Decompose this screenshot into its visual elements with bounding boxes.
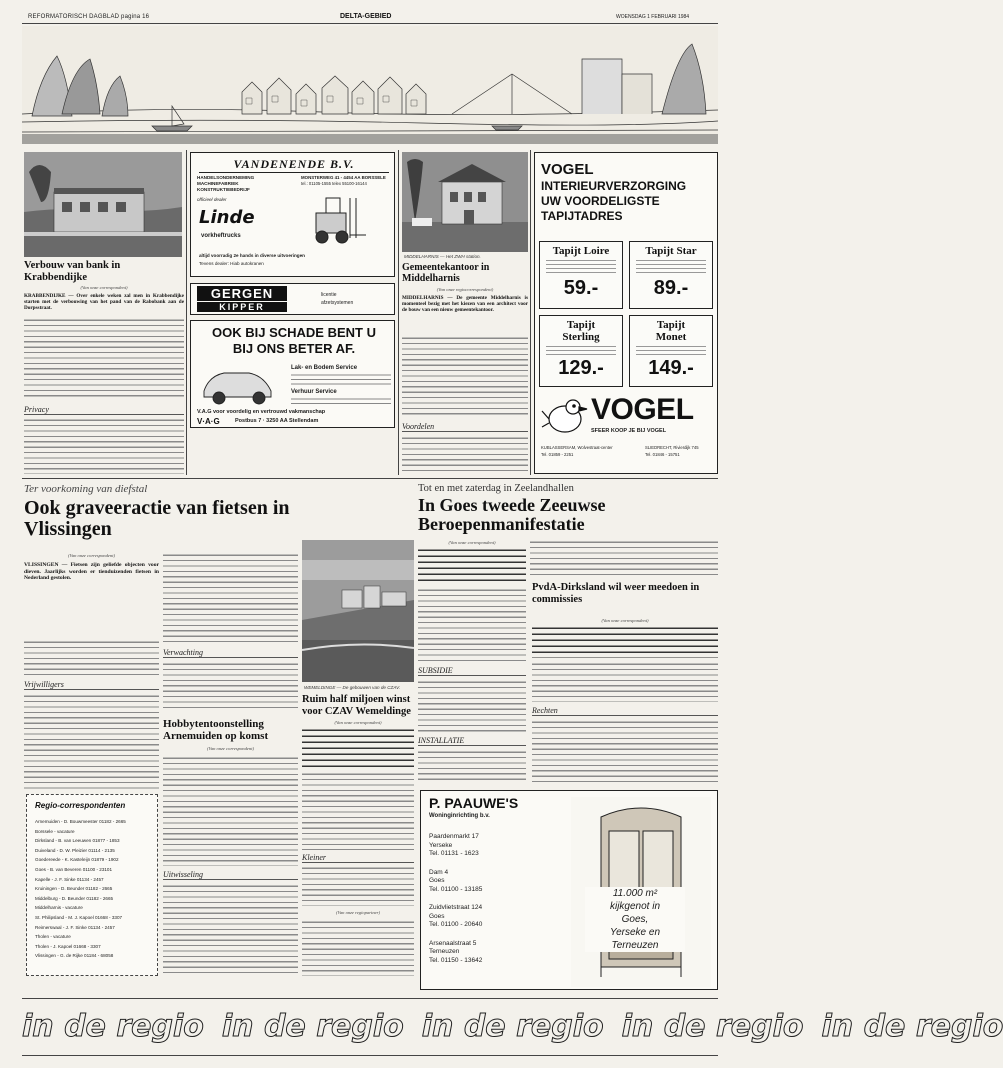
article-body <box>24 640 159 676</box>
vandenende-ad[interactable] <box>190 152 395 277</box>
article-body <box>163 884 298 976</box>
vogel-headline: UW VOORDELIGSTE <box>541 194 660 208</box>
article-body <box>418 750 526 784</box>
vandenende-line: HANDELSONDERNEMING <box>197 175 255 180</box>
regio-entry: Kruiningen - D. Beunder 01182 - 2665 <box>35 886 113 892</box>
article-body <box>402 436 528 474</box>
banner-text: in de regio <box>22 1009 204 1044</box>
regio-entry: Tholen - vacature <box>35 934 71 940</box>
regio-entry: Reimerswaal - J. F. Sinke 01134 - 2457 <box>35 924 115 930</box>
promo-line: 11.000 m² <box>612 888 658 899</box>
promo-line: Terneuzen <box>611 940 659 951</box>
vandenende-address: MONSTERWEG 41 - 4454 AA BORSSELE <box>301 175 386 180</box>
regio-entry: Tholen - J. Kapoel 01668 - 3307 <box>35 943 101 949</box>
article-subhead: INSTALLATIE <box>418 736 526 746</box>
photo-caption: MIDDELHARNIS — Het ZWH station. <box>404 254 481 259</box>
paauwe-ad[interactable] <box>420 790 718 990</box>
vag-service: Lak- en Bodem Service <box>291 365 358 371</box>
article-byline: (Van onze correspondent) <box>601 618 649 623</box>
vag-headline: BIJ ONS BETER AF. <box>232 341 356 356</box>
store-city: Terneuzen <box>429 948 460 955</box>
linde-logo: Linde <box>199 207 255 228</box>
vag-tag: V.A.G voor voordelig en vertrouwd vakmanschap <box>197 409 326 415</box>
forklift-icon <box>306 193 368 248</box>
banner-text: in de regio <box>821 1009 1003 1044</box>
section-rule <box>22 478 718 479</box>
article-title: Verbouw van bank in Krabbendijke <box>24 260 121 283</box>
vandenende-line: KONSTRUKTIEBEDRIJF <box>197 187 250 192</box>
article-body <box>24 318 184 398</box>
regio-entry: Middelburg - D. Beunder 01182 - 2665 <box>35 895 114 901</box>
footer-banner <box>22 998 1003 1056</box>
paauwe-stores <box>429 833 559 965</box>
store-phone: Tel. 01131 - 1623 <box>429 850 479 857</box>
regio-entry: Dirksland - B. van Leeuwen 01877 - 1853 <box>35 838 120 844</box>
promo-line: Goes, <box>621 914 649 925</box>
store-city: Goes <box>429 877 445 884</box>
article-body <box>402 336 528 418</box>
vogel-phone: Tel. 01859 - 2251 <box>541 452 574 457</box>
store-phone: Tel. 01100 - 20640 <box>429 921 483 928</box>
article-body <box>302 772 414 850</box>
article-kicker: Tot en met zaterdag in Zeelandhallen <box>418 483 574 494</box>
carpet-price: 89.- <box>653 277 689 299</box>
middelharnis-photo <box>402 152 528 252</box>
bird-logo-icon <box>541 393 589 439</box>
carpet-name: Tapijt Loire <box>552 245 610 257</box>
article-lead: KRABBENDIJKE — Over enkele weken zal men in Krabbendijke starten met de verbouwing van het pand van de Raboba​nk aan de Dorpsstraat. <box>24 293 184 311</box>
article-subhead: Kleiner <box>302 853 414 863</box>
regio-entry: Arnemuiden - D. Bouwmeester 01182 - 2665 <box>35 819 126 824</box>
article-byline: (Van onze correspondent) <box>80 285 128 290</box>
regio-box <box>26 794 158 976</box>
column-rule <box>186 150 187 475</box>
vogel-logo: VOGEL <box>591 393 694 426</box>
carpet-desc <box>546 345 616 355</box>
carpet-price: 59.- <box>563 277 599 299</box>
carpet-offer[interactable] <box>539 315 623 387</box>
vag-ad[interactable] <box>190 320 395 428</box>
regio-list <box>35 817 153 961</box>
carpet-price: 129.- <box>558 357 604 379</box>
regio-entry: Middelharnis - vacature <box>35 905 83 911</box>
article-title: PvdA-Dirksland wil weer meedoen in commissies <box>532 582 700 605</box>
article-byline: (Van onze correspondent) <box>334 720 382 725</box>
banner-text: in de regio <box>621 1009 804 1044</box>
gergen-logo: GERGEN <box>197 286 287 301</box>
gergen-ad[interactable] <box>190 283 395 315</box>
carpet-name: Tapijt Sterling <box>562 319 600 343</box>
article-byline: (Van onze regiocorrespondent) <box>436 287 494 292</box>
vogel-address: SLIEDRECHT, Rivierdijk 745 <box>645 445 699 450</box>
article-title: Ook graveeractie van fietsen in Vlissingen <box>24 497 290 540</box>
article-body <box>24 694 159 790</box>
regio-entry: Vlissingen - G. de Rijke 01184 - 68058 <box>35 953 114 959</box>
masthead: REFORMATORISCH DAGBLAD pagina 16 <box>28 14 150 20</box>
paauwe-promo <box>585 887 685 952</box>
article-body <box>24 418 184 474</box>
article-subhead: Verwachting <box>163 648 298 658</box>
article-body <box>163 553 298 643</box>
article-subhead: Rechten <box>532 706 718 716</box>
article-byline: (Van onze regiopartner) <box>336 910 380 915</box>
article-subhead: Vrijwilligers <box>24 680 159 690</box>
vag-service-text <box>291 397 391 407</box>
article-body <box>532 662 718 702</box>
article-title: Gemeentekantoor in Middelharnis <box>402 262 490 284</box>
vogel-ad[interactable] <box>534 152 718 474</box>
vandenende-phone: tel.: 01105-1555 telex 55100-16144 <box>301 181 367 186</box>
article-lead: VLISSINGEN — Fietsen zijn geliefde objecten voor dieven. Jaarlijks worden er tienduizenden fietsen in Nederland gestolen. <box>24 562 159 582</box>
regio-entry: Kapelle - J. F. Sinke 01134 - 2457 <box>35 876 104 882</box>
article-lead <box>418 548 526 584</box>
vag-logo: V·A·G <box>197 417 220 426</box>
article-byline: (Van onze correspondent) <box>67 553 116 558</box>
article-lead <box>302 728 414 768</box>
column-rule <box>398 150 399 475</box>
vag-address: Postbus 7 · 3250 AA Stellendam <box>235 418 319 424</box>
paauwe-logo: P. PAAUWE'S <box>429 795 519 811</box>
article-body <box>163 756 298 866</box>
article-title: Ruim half miljoen winst voor CZAV Wemeldinge <box>302 694 411 717</box>
store-street: Arsenaalstraat 5 <box>429 939 477 947</box>
vandenende-logo: VANDENENDE B.V. <box>199 157 389 173</box>
article-subhead: Voordelen <box>402 422 528 432</box>
vogel-slogan: SFEER KOOP JE BIJ VOGEL <box>591 428 667 434</box>
promo-line: Yerseke en <box>609 927 661 938</box>
carpet-offer[interactable] <box>539 241 623 309</box>
article-body <box>302 866 414 906</box>
article-body <box>418 588 526 662</box>
vandenende-note: Tevens dealer: Hiab autokranen <box>199 261 264 266</box>
store-street: Dam 4 <box>429 868 449 876</box>
article-body <box>530 540 718 576</box>
article-subhead: SUBSIDIE <box>418 666 526 676</box>
store-street: Paardenmarkt 17 <box>429 833 479 840</box>
store-city: Goes <box>429 912 445 920</box>
dealer-label: officieel dealer <box>197 197 227 202</box>
gergen-kipper: KIPPER <box>197 302 287 312</box>
promo-line: kijkgenot in <box>609 901 661 912</box>
gergen-side: licentie <box>321 292 337 298</box>
column-rule <box>530 150 531 475</box>
article-subhead: Privacy <box>24 405 184 415</box>
article-title: In Goes tweede Zeeuwse Beroepenmanifestatie <box>418 495 606 534</box>
vogel-phone: Tel. 01846 - 15751 <box>645 452 680 457</box>
vogel-headline: TAPIJTADRES <box>541 209 623 223</box>
carpet-desc <box>636 259 706 273</box>
article-body <box>418 680 526 732</box>
article-subhead: Uitwisseling <box>163 870 298 880</box>
store-phone: Tel. 01100 - 13185 <box>429 885 483 893</box>
store-phone: Tel. 01150 - 13642 <box>429 956 483 964</box>
date-line: WOENSDAG 1 FEBRUARI 1984 <box>616 14 690 20</box>
article-lead: MIDDELHARNIS — De gemeente Middelharnis is momenteel bezig met het kiezen van een architect voor de bouw van een nieuw gemeentekantoor. <box>402 295 528 313</box>
carpet-name: Tapijt Star <box>645 245 697 257</box>
carpet-desc <box>636 345 706 355</box>
damaged-car-icon <box>199 361 279 406</box>
vandenende-note: altijd voorradig 2e hands in diverse uitvoeringen <box>199 253 305 258</box>
section-title: DELTA-GEBIED <box>340 13 392 20</box>
article-byline: (Van onze correspondent) <box>448 540 496 545</box>
article-title: Hobbytentoonstelling Arnemuiden op komst <box>163 718 269 742</box>
delta-panorama-illustration <box>22 26 718 144</box>
carpet-offer[interactable] <box>629 241 713 309</box>
regio-entry: Goedereede - K. Kasteleijn 01879 - 1902 <box>35 857 119 863</box>
vag-service-text <box>291 373 391 387</box>
linde-subtitle: vorkheftrucks <box>201 233 241 239</box>
banner-text: in de regio <box>221 1009 404 1044</box>
article-body <box>532 720 718 784</box>
regio-entry: Duiveland - D. W. Pleizier 01114 - 2135 <box>35 847 115 853</box>
vag-headline: OOK BIJ SCHADE BENT U <box>212 325 376 340</box>
banner-text: in de regio <box>421 1009 604 1044</box>
regio-title: Regio-correspondenten <box>35 801 126 810</box>
store-city: Yerseke <box>429 841 453 849</box>
article-body <box>302 920 414 976</box>
photo-caption: WEMELDINGE — De gebouwen van de CZAV. <box>304 685 401 690</box>
article-kicker: Ter voorkoming van diefstal <box>24 483 148 495</box>
store-street: Zuidvlietstraat 124 <box>429 904 483 911</box>
wemeldinge-photo <box>302 540 414 682</box>
article-body <box>163 662 298 710</box>
vag-service: Verhuur Service <box>291 389 337 395</box>
vogel-headline: VOGEL <box>541 161 594 178</box>
gergen-side: afzetsystemen <box>321 300 354 306</box>
header-rule <box>22 23 718 24</box>
article-lead <box>532 626 718 658</box>
vandenende-line: MACHINEFABRIEK <box>197 181 239 186</box>
vogel-headline: INTERIEURVERZORGING <box>541 179 687 193</box>
regio-entry: Goes - B. van Beveren 01100 - 23101 <box>35 866 113 872</box>
vogel-address: KUBLASSERSAM, Wolvestraat-center <box>541 445 613 450</box>
paauwe-subtitle: Woninginrichting b.v. <box>429 813 490 819</box>
regio-entry: St. Philipsland - M. J. Kapoel 01668 - 3307 <box>35 914 123 920</box>
carpet-desc <box>546 259 616 273</box>
carpet-offer[interactable] <box>629 315 713 387</box>
regio-entry: Borssele - vacature <box>35 828 75 834</box>
article-byline: (Van onze correspondent) <box>206 746 255 751</box>
krabbendijke-photo <box>24 152 182 257</box>
carpet-price: 149.- <box>648 357 694 379</box>
carpet-name: Tapijt Monet <box>655 319 687 343</box>
